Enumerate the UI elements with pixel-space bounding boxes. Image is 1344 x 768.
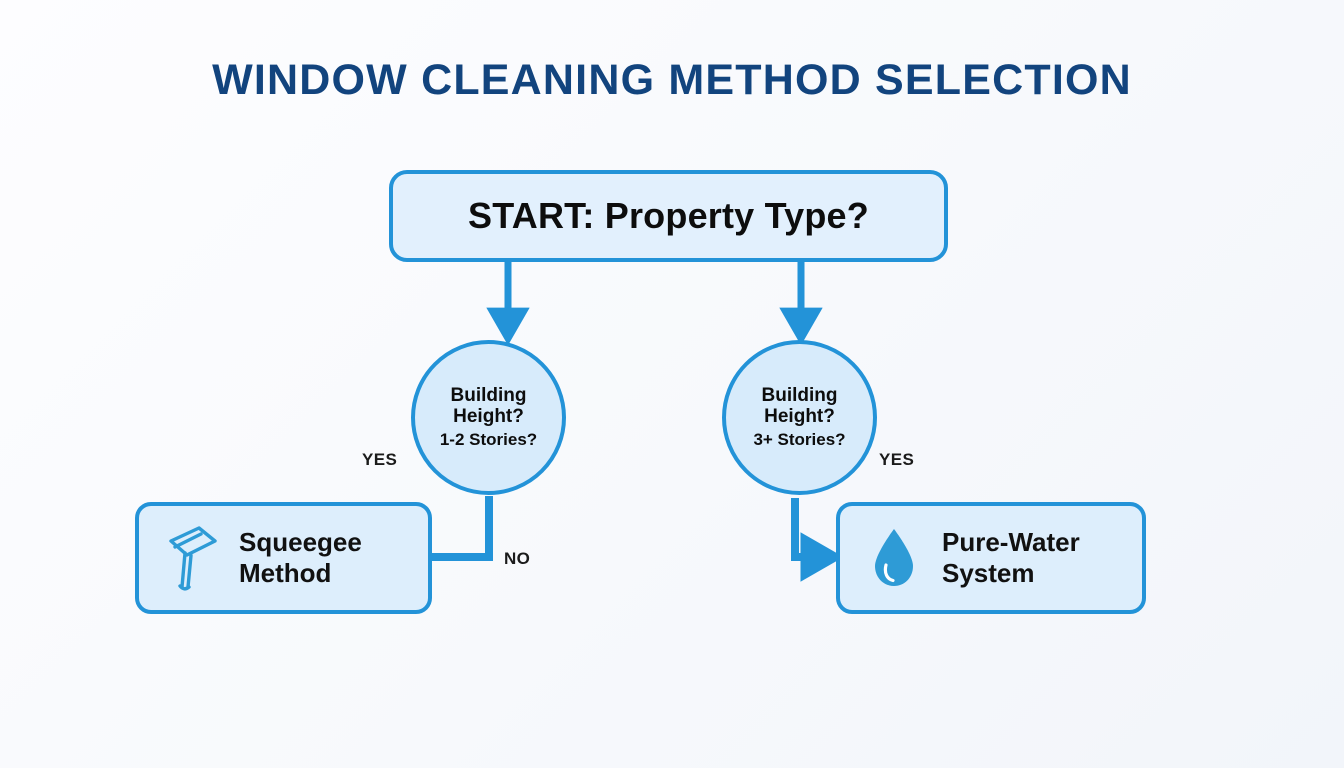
node-decision-right-line1: Building xyxy=(761,384,838,406)
node-start-label: START: Property Type? xyxy=(468,195,869,236)
node-outcome-squeegee[interactable] xyxy=(135,502,432,614)
node-decision-right-line3: 3+ Stories? xyxy=(753,430,846,450)
node-outcome-purewater-line1: Pure-Water xyxy=(942,527,1080,558)
node-decision-left-line3: 1-2 Stories? xyxy=(439,430,538,450)
edge-right-to-purewater xyxy=(795,498,826,557)
node-outcome-squeegee-label xyxy=(239,527,362,588)
page-title: WINDOW CLEANING METHOD SELECTION xyxy=(212,56,1132,104)
node-outcome-purewater[interactable] xyxy=(836,502,1146,614)
squeegee-icon xyxy=(161,525,223,591)
water-drop-icon xyxy=(868,525,920,591)
node-decision-left-line1: Building xyxy=(450,384,527,406)
node-outcome-purewater-line2: System xyxy=(942,558,1035,588)
node-outcome-squeegee-line1: Squeegee xyxy=(239,527,362,558)
node-outcome-squeegee-line2: Method xyxy=(239,558,332,588)
node-decision-left-line2: Height? xyxy=(453,406,524,427)
node-decision-right[interactable] xyxy=(722,340,877,495)
edge-left-to-squeegee xyxy=(432,496,489,557)
node-decision-right-line2: Height? xyxy=(764,406,835,427)
edge-label-yes-left: YES xyxy=(362,450,398,469)
node-decision-left[interactable] xyxy=(411,340,566,495)
edge-label-yes-right: YES xyxy=(879,450,915,469)
node-start[interactable] xyxy=(389,170,948,262)
edge-label-no-left: NO xyxy=(504,549,531,568)
node-outcome-purewater-label xyxy=(942,527,1080,588)
